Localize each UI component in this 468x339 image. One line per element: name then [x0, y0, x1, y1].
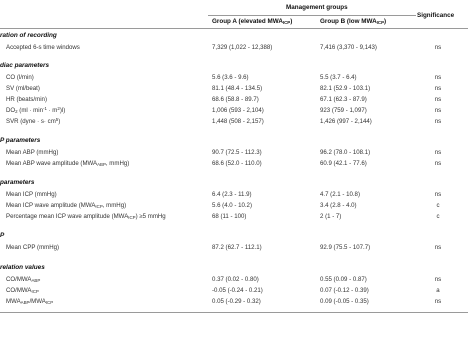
row-label: SVR (dyne · $s\cdot cm^5$)	[6, 117, 61, 125]
row-label: Accepted 6-s time windows	[6, 44, 80, 51]
group-b-value: 0.09 (-0.05 - 0.35)	[320, 298, 369, 305]
group-b-value: 0.55 (0.09 - 0.87)	[320, 276, 367, 283]
table-row	[0, 298, 468, 307]
significance-value: ns	[434, 85, 442, 92]
row-label: SV (ml/beat)	[6, 85, 40, 92]
group-b-value: 96.2 (78.0 - 108.1)	[320, 149, 371, 156]
table-row	[0, 107, 468, 116]
section-icp: parameters	[0, 179, 35, 186]
group-a-value: 68.6 (52.0 - 110.0)	[212, 160, 262, 167]
significance-value: a	[436, 287, 440, 294]
significance-header: Significance	[417, 12, 455, 19]
significance-value: c	[436, 213, 440, 220]
group-b-value: 60.9 (42.1 - 77.6)	[320, 160, 367, 167]
table-row	[0, 213, 468, 222]
group-a-value: 5.6 (4.0 - 10.2)	[212, 202, 252, 209]
table-row	[0, 160, 468, 169]
section-abp: P parameters	[0, 137, 41, 144]
significance-value: ns	[434, 74, 442, 81]
row-label: HR (beats/min)	[6, 96, 47, 103]
group-b-value: 1,426 (997 - 2,144)	[320, 118, 372, 125]
group-a-value: 5.6 (3.6 - 9.6)	[212, 74, 249, 81]
row-label: $MWA_{ABP}/MWA_{ICP}$	[6, 298, 54, 305]
row-label: $CO/MWA_{ABP}$	[6, 276, 41, 283]
table-row	[0, 191, 468, 200]
header-bottom-rule	[0, 28, 468, 29]
significance-value: c	[436, 202, 440, 209]
group-a-value: 7,329 (1,022 - 12,388)	[212, 44, 273, 51]
row-label: Mean CPP (mmHg)	[6, 244, 60, 251]
table-row	[0, 74, 468, 83]
group-b-value: 92.9 (75.5 - 107.7)	[320, 244, 371, 251]
table-row	[0, 202, 468, 211]
significance-value: ns	[434, 160, 442, 167]
row-label: $CO/MWA_{ICP}$	[6, 287, 39, 294]
table-row	[0, 149, 468, 158]
group-a-value: 0.05 (-0.29 - 0.32)	[212, 298, 261, 305]
row-label: Mean ABP (mmHg)	[6, 149, 59, 156]
section-recording: ration of recording	[0, 32, 57, 39]
table-row	[0, 276, 468, 285]
group-a-value: 81.1 (48.4 - 134.5)	[212, 85, 263, 92]
table-row	[0, 85, 468, 94]
significance-value: ns	[434, 118, 442, 125]
header-group-rule	[208, 15, 416, 16]
group-a-header: Group A (elevated $MWA_{ICP}$)	[212, 18, 293, 25]
table-bottom-rule	[0, 312, 468, 313]
group-b-value: 67.1 (62.3 - 87.9)	[320, 96, 367, 103]
table-row	[0, 44, 468, 53]
group-a-value: 68 (11 - 100)	[212, 213, 247, 220]
group-b-value: 5.5 (3.7 - 6.4)	[320, 74, 357, 81]
group-b-value: 7,416 (3,370 - 9,143)	[320, 44, 377, 51]
significance-value: ns	[434, 191, 442, 198]
row-label: Mean ICP wave amplitude ($MWA_{ICP}$, mmHg)	[6, 202, 127, 209]
group-b-header: Group B (low $MWA_{ICP}$)	[320, 18, 387, 25]
section-cardiac: diac parameters	[0, 62, 50, 69]
table-row	[0, 118, 468, 127]
management-groups-header: Management groups	[286, 4, 348, 11]
group-a-value: 0.37 (0.02 - 0.80)	[212, 276, 259, 283]
significance-value: ns	[434, 298, 442, 305]
group-b-value: 0.07 (-0.12 - 0.39)	[320, 287, 369, 294]
significance-value: ns	[434, 96, 442, 103]
group-a-value: -0.05 (-0.24 - 0.21)	[212, 287, 263, 294]
significance-value: ns	[434, 244, 442, 251]
row-label: Mean ABP wave amplitude ($MWA_{ABP}$, mmHg)	[6, 160, 130, 167]
significance-value: ns	[434, 276, 442, 283]
section-correlation: relation values	[0, 264, 45, 271]
group-b-value: 4.7 (2.1 - 10.8)	[320, 191, 360, 198]
row-label: CO (l/min)	[6, 74, 34, 81]
table-row	[0, 96, 468, 105]
table-row	[0, 244, 468, 253]
significance-value: ns	[434, 149, 442, 156]
group-a-value: 68.6 (58.8 - 89.7)	[212, 96, 259, 103]
significance-value: ns	[434, 44, 442, 51]
significance-value: ns	[434, 107, 442, 114]
group-b-value: 2 (1 - 7)	[320, 213, 342, 220]
group-b-value: 3.4 (2.8 - 4.0)	[320, 202, 357, 209]
row-label: Mean ICP (mmHg)	[6, 191, 57, 198]
group-a-value: 6.4 (2.3 - 11.9)	[212, 191, 252, 198]
row-label: Percentage mean ICP wave amplitude $(MWA_{ICP}) \ge 5$ mmHg	[6, 213, 166, 220]
group-a-value: 87.2 (62.7 - 112.1)	[212, 244, 262, 251]
group-b-value: 923 (759 - 1,097)	[320, 107, 367, 114]
section-cpp: P	[0, 232, 5, 239]
group-a-value: 1,006 (593 - 2,104)	[212, 107, 264, 114]
row-label: $DO_2$ $(ml \cdot \min^{-1} \cdot m^2)l$)	[6, 106, 66, 114]
table-row	[0, 287, 468, 296]
group-a-value: 90.7 (72.5 - 112.3)	[212, 149, 262, 156]
group-b-value: 82.1 (52.9 - 103.1)	[320, 85, 371, 92]
group-a-value: 1,448 (508 - 2,157)	[212, 118, 264, 125]
